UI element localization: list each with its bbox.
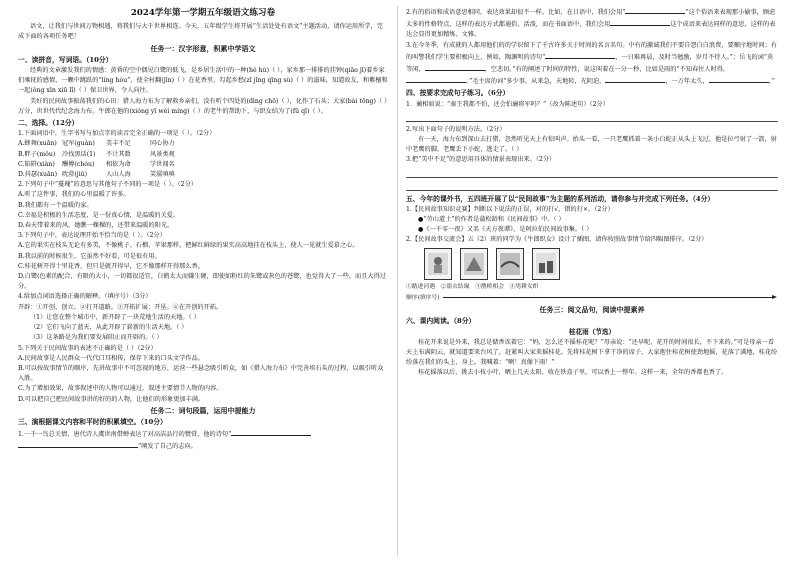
article-paragraph-1: 桂花开来说是外来，我总是储香诶着它：“妈，怎么还不摇桂花呢？”母亲说：“还早呢，花开的时间很长，不下来的。”可是母亲一看天上布满阴云，就知道要来台风了，赶紧叫大家来摇桂花。先将桂花树下拿干净的席子，大家抱住桂花树使劲地摇，花落了满地，桂花纷纷落在我们的头上、身上。我喊着：“啊！真像下雨！” [406, 338, 778, 367]
q2-s3: 3.下列句子中，表达说理开始不恰当的是（ ）。（2分） [18, 232, 166, 240]
q2-s2-option-b: B.我们都有一个温暖的家。 [18, 201, 93, 209]
q1-label: 一、读拼音，写词语。（10分） [18, 55, 113, 64]
illustration-1-drawing [425, 249, 451, 279]
q2-s3-option-d: D.白鹭(色素的配合，有限的大小，一切都很适宜，白鹤太大而嫌生硬，即使如粉红的朱鹭或灰色的苍鹭，也觉得大了一些，而且大得过分。 [18, 273, 386, 291]
option-cell: 酬傅(chóu) [62, 160, 95, 168]
q2-s5-option-c: C.为了增加效果，故事叙述中的人物可以通过，叙述主要情节人物的内容。 [18, 385, 223, 393]
q1-pinyin-6: ǒng xīn xiū lǐ [32, 87, 74, 95]
illustration-3-drawing [497, 249, 523, 279]
q3-item-3-blank-5[interactable] [709, 75, 769, 83]
illustration-4 [532, 248, 560, 280]
q2-s2: 2.下列句子中“蔓瑰”的意思与其他句子不同的一项是（ ）。（2分） [18, 181, 197, 189]
q3-item-3-blank-3[interactable] [406, 75, 466, 83]
q3-item-1-end [18, 440, 388, 452]
q4-item-3: 3.把“美中不足”的意思用具体的情景表现出来。（2分） [406, 156, 556, 164]
option-row [18, 150, 388, 160]
q1-pinyin-5: zǐ jǐng qīng sù [246, 77, 291, 85]
q6-label: 六、课内阅读。（8分） [406, 317, 476, 326]
order-step-1: ①踏进河遇 [406, 283, 435, 290]
option-cell: 人山人海 [106, 171, 131, 179]
q4-item-3-answer-line-2[interactable] [406, 181, 778, 191]
q3-item-2-blank-2[interactable] [610, 18, 670, 26]
q3-item-1-tail: ”阐发了自己的志向。 [138, 443, 197, 451]
order-step-4: ④男耕女织 [509, 283, 539, 290]
q4-item-3-answer-line-1[interactable] [406, 168, 778, 178]
q3-item-2 [406, 6, 778, 41]
order-step-2: ②盗衣结缘 [440, 283, 470, 290]
q2-s3-option-b: B.我以前的时候很生，它虽然不好看，可是很有用。 [18, 252, 161, 260]
q2-s5: 5.下列关于民间故事的表述不正确的是（ ）（2分） [18, 344, 157, 352]
option-cell: 冠军(guàn) [62, 140, 95, 148]
option-row [18, 170, 388, 180]
option-cell: A.蜂舞(xuǎn) [18, 140, 57, 148]
order-label: 顺序(填序号) [406, 294, 440, 301]
q1-text-c: )着乡家们乘抚的感情，一颗中跳跃的“ [18, 67, 385, 85]
option-cell: C.陷阱(xiàn) [18, 160, 55, 168]
q2-s4-item-3: （3）这条路是为我们要发展阻止而开辟的。（ ） [30, 334, 163, 342]
q5-item-2: 2.【民间故事交流会】五（2）班的同学为《牛郎织女》设计了插图，请你按照故事情节给四幅图排序。（2分） [406, 236, 708, 244]
q1-text-b: （ ），家乡那一排排的挂钟( [268, 67, 345, 75]
order-arrow-line[interactable] [443, 297, 775, 298]
option-cell: 不计其数 [106, 150, 131, 158]
option-cell: 美丰不足 [106, 140, 131, 148]
illustration-row [424, 248, 778, 280]
q2-s5-option-a: A.民间故事是人民群众一代代口耳相传，保存下来的口头文学作品。 [18, 354, 204, 362]
q5-label: 五、今年的课外书，五四班开展了以“民间故事”为主题的系列活动，请你参与并完成下列任务。（4分） [406, 194, 715, 203]
q2-s4-item-1: （1）让您在整个城市中，新开辟了一块荒地生活的天地。（ ） [30, 313, 200, 321]
q3-item-3-text-f: 。” [768, 78, 775, 86]
q1-paragraph-1 [18, 66, 388, 97]
q1-pinyin-3: líng hòu [101, 77, 128, 85]
column-divider [397, 6, 398, 556]
q1-pinyin-1: hé hù) [248, 67, 269, 75]
q4-label: 四、按要求完成句子练习。（6分） [406, 89, 510, 98]
option-row [18, 160, 388, 170]
q3-item-3-text: 3.在今冬季，有成就的人都用他们的的学识留下了千古许多关于时间的名言名句。中有的激诚我们不要自怨白白浪费，要顺序地时间；有的叫警我们学生要积极向上，例如，陶渊明的诗句“ [406, 41, 777, 61]
q3-item-2-text-b: ”这个俗语来表现那小偷事，顾虑太多的性格特点，这样的表达方式都通俗、活泼，而在书面语中，我们会用 [406, 9, 776, 29]
intro-text: 语文，让我们与世间万物相遇，将我们与大千世界相连。今天，五年级学生将开展“生活处处有语文”主题活动，请你运用所学，完成下面的各项任务吧！ [18, 23, 383, 41]
q1-text-g: )（ ）保卫世界，令人向往。 [73, 87, 152, 95]
q3-item-3-text-e: ，一万年太久， [665, 78, 709, 86]
q3-item-1-blank-2[interactable] [18, 440, 138, 448]
illustration-4-drawing [533, 249, 559, 279]
q3-item-3-blank-1[interactable] [545, 51, 615, 59]
q1-pinyin-4: jīn [163, 77, 172, 85]
illustration-2 [460, 248, 488, 280]
q3-item-2-text: 2.有的俗语和成语意思相同，表达效果却很不一样。比如，在日语中，我们会用“ [406, 9, 626, 16]
order-step-3: ③鹊桥相会 [475, 283, 505, 290]
option-cell: 冷找黑话(1) [62, 150, 96, 158]
option-cell: D.抖瑟(xuān) [18, 171, 58, 179]
q2-s2-option-a: A.听了这件事，我们的心里温暖了许多。 [18, 191, 130, 199]
q3-item-3-text-d: 。”毛主席的词“多少事，从来急，天地转，光阴迫， [466, 78, 606, 86]
q1-text-a: 经典的文章激发我们的情感：黄昏的空中偶见白鹭的低飞，是乡居生活中的一种( [30, 67, 249, 75]
option-cell: B.畔子(mǒu) [18, 150, 56, 158]
q3-item-1-text: 1.一千一鸟总关情，唐代诗人虞世南借蝉表达了对高洁品行的赞赏，他的诗句“ [18, 431, 232, 439]
q3-item-3-text-b: ，一日难再晨，及时当勉励，岁月不待人。”；岳飞的词“莫等闲， [406, 53, 774, 74]
option-cell: 吮澄(jiǔ) [62, 171, 88, 179]
q1-paragraph-2: 美好的民间故事振荡我们的心田：猎人海力布为了解救乡亲们，没有听个四处的(dìng chō)（ ），化作了石头；大家(bài tōng)（ ）万分，世世代代纪念海力布。牛郎在他的(xióng yī wèi míng)（ ）的老牛的帮助下，与织女结为了(fū qī)（ ）。 [18, 97, 388, 115]
q5-item-1: 1.【民间故事知识竞赛】判断以下说法的正误，对的打√，错的打×。（2分） [406, 205, 614, 213]
option-cell: 笑靥嗔嗔 [150, 171, 175, 179]
task1-heading: 任务一：汉字形意，积累中学语文 [150, 43, 256, 53]
article-title: 桂花雨（节选） [568, 328, 616, 337]
article-paragraph-2: 桂花摇落以后，挑去小枝小叶，晒上几天太阳，收在铁盒子里，可以香上一整年。这样一来，全年的香都也香了。 [418, 369, 728, 377]
illustration-2-drawing [461, 249, 487, 279]
page-title: 2024学年第一学期五年级语文练习卷 [130, 8, 276, 18]
q1-pinyin-2: qiāo jī [344, 67, 364, 75]
option-cell: 相依为命 [106, 160, 131, 168]
q5-item-1-statement-2: ●《一千零一夜》又名《天方夜谭》，是阿拉伯民间故事集。（ ） [418, 226, 593, 234]
q3-item-2-text-c: 这个成语来表达同样的意思，这样的表达会显得更加精炼、文雅。 [406, 21, 776, 39]
task2-heading: 任务二：词句段篇，运用中提能力 [150, 405, 256, 415]
q1-text-e: )（ ）在花香里，勾起乡愁( [171, 77, 247, 85]
q4-item-1: 1．蔺相如说：“秦王我都不怕，还会怕廉将军吗？”（改为陈述句）（2分） [406, 100, 609, 108]
q3-item-3-blank-4[interactable] [605, 75, 665, 83]
illustration-3 [496, 248, 524, 280]
q4-item-1-answer-line[interactable] [406, 112, 778, 122]
q3-label: 三、演根据课文内容和平时的积累填空。（10分） [18, 417, 167, 426]
option-cell: 同心协力 [150, 140, 175, 148]
q2-s2-option-d: D.春天带着来的风，她瞧一棵棵的，还带来温暖的阳光。 [18, 222, 174, 230]
q2-s3-option-c: C.桂花树开得十里花香，但只是就开得早，它不像那样开得那么香。 [18, 262, 204, 270]
q2-s3-option-a: A.它的果实在枝头无论有多美，不像桃子、石榴、苹果那样，把鲜红鲜绿的果实高高地挂在枝头上，使人一见就生爱慕之心。 [18, 242, 359, 250]
q3-item-3 [406, 41, 778, 88]
option-cell: 风景类观 [150, 150, 175, 158]
q2-s4: 4.给加点词语选择正确的解释。（填序号）（3分） [18, 293, 152, 301]
q3-item-3-blank-2[interactable] [425, 63, 485, 71]
q2-s5-option-b: B.可以按故事情节的顺序，先讲故事中不可忽视的地方，运营一些悬念吸引听众，如《猎人海力布》中完善埃石头的过程，以吸引听众入胜。 [18, 364, 384, 383]
q1-text-f: )（ ）的滋味，知道故友，和紫檀和一起( [18, 77, 388, 95]
q5-item-1-statement-1: ●“劳山道士”的作者是蒲松龄和《民间故事》中。（ ） [418, 216, 565, 224]
illustration-1 [424, 248, 452, 280]
q3-item-1-blank[interactable] [231, 428, 311, 436]
q2-s1-options [18, 139, 388, 180]
q4-item-2: 2.写出下面句子的说明方法。（2分） [406, 125, 506, 133]
q3-item-2-blank[interactable] [625, 6, 685, 14]
q2-s5-option-d: D.可以把自己把民间故事讲的好的的人物，让他们的形象更加丰满。 [18, 395, 205, 403]
q2-s4-item-2: （2）它们飞向了蓝天，从此开辟了崭新的生活天地。（ ） [30, 324, 188, 332]
left-column [18, 6, 388, 453]
order-arrow [406, 293, 778, 303]
q2-label: 二、选择。（12分） [18, 119, 79, 128]
right-column [406, 6, 778, 378]
q2-s1: 1.下面词语中，生字书写与加点字的读音完全正确的一项是（ ）。（2分） [18, 130, 216, 138]
q4-item-2-passage: 有一天，海力布到深山去打猎，忽然听见天上有惊叫声。抬头一看，一只老鹰抓着一条小白蛇正从头上飞过。他是拉弓射了一箭，射中老鹰的脚，老鹰丢下小蛇，逃走了。（ ） [406, 136, 777, 154]
q1-text-d: ”，使全村翻( [127, 77, 164, 85]
q3-item-3-text-c: ，空悲切。”有的阐述了时间的特性，说这叫着在一分一秒，比如是雨的“不知春住人时得， [484, 66, 730, 74]
q3-item-1 [18, 428, 388, 440]
option-cell: 学世闻名 [150, 160, 175, 168]
task3-heading: 任务三：阅文品句，阅读中提素养 [539, 305, 645, 315]
order-steps [406, 282, 778, 292]
q2-s2-option-c: C.幸福是积极的生活态度，是一份真心情，是温暖的关爱。 [18, 211, 180, 219]
q2-s4-key: 开辟：①开创，创立。②打开道路。③开拓扩展：开垦。④在开创的开拓。 [18, 303, 223, 311]
option-row [18, 139, 388, 149]
